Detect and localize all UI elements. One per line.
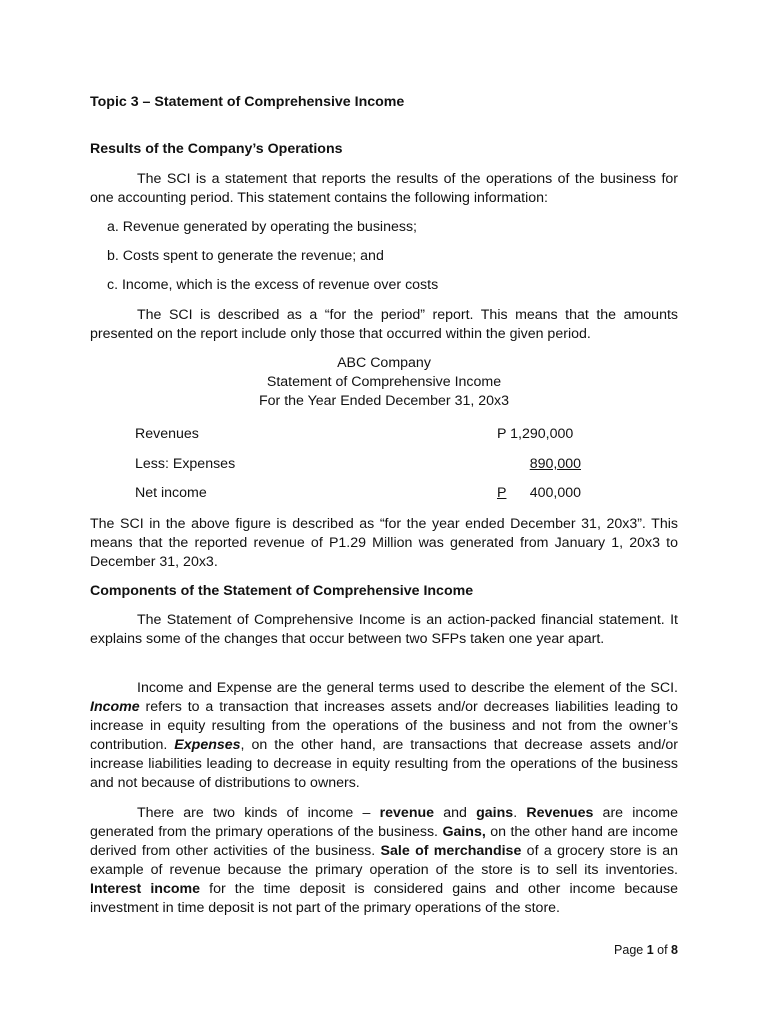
paragraph-for-the-period: The SCI is described as a “for the period” report. This means that the amounts presented on the report include only those that occurred within the given period. (90, 307, 678, 342)
term-revenue: revenue (379, 805, 435, 821)
paragraph-sci-figure: The SCI in the above figure is described as “for the year ended December 31, 20x3”. This means that the reported revenue of P1.29 Million was generated from January 1, 20x3 to December 31, 20x3. (90, 516, 678, 570)
term-revenues: Revenues (526, 805, 594, 821)
statement-row-net-income (497, 485, 581, 501)
term-income: Income (90, 699, 140, 715)
paragraph-kinds-of-income: There are two kinds of income – revenue and gains. Revenues are income generated from the primary operations of the business. Gains, on the other hand are income derived from other activities of the business. Sale of merchandise of a grocery store is an example of revenue because the primary operation of the store is to sell its inventories. Interest income for the time deposit is considered gains and other income because investment in time deposit is not part of the primary operations of the store. (90, 805, 678, 916)
statement-row-label: Net income (135, 485, 207, 501)
document-title: Topic 3 – Statement of Comprehensive Income (90, 94, 405, 110)
page-number: Page 1 of 8 (614, 943, 678, 957)
currency-symbol: P (497, 485, 507, 501)
list-item: a. Revenue generated by operating the business; (107, 219, 417, 235)
paragraph-income-expense: Income and Expense are the general terms used to describe the element of the SCI. Income refers to a transaction that increases assets and/or decreases liabilities leading to increase in equity resulting from the operations of the business and not from the owner’s contribution. Expenses, on the other hand, are transactions that decrease assets and/or increase liabilities leading to decrease in equity resulting from the operations of the business and not because of distributions to owners. (90, 680, 679, 791)
paragraph-action-packed: The Statement of Comprehensive Income is an action-packed financial statement. It explains some of the changes that occur between two SFPs taken one year apart. (90, 612, 678, 647)
section-heading-components: Components of the Statement of Comprehensive Income (90, 583, 474, 599)
statement-name: Statement of Comprehensive Income (266, 374, 502, 390)
term-interest-income: Interest income (90, 881, 201, 897)
statement-row-amount: P 1,290,000 (497, 426, 574, 442)
statement-row-label: Revenues (135, 426, 199, 442)
term-expenses: Expenses (174, 737, 241, 753)
statement-company: ABC Company (337, 355, 431, 371)
list-item: b. Costs spent to generate the revenue; and (107, 248, 384, 264)
statement-row-amount: 890,000 (529, 456, 581, 472)
section-heading-results: Results of the Company’s Operations (90, 141, 343, 157)
statement-row-amount: 400,000 (529, 485, 581, 501)
statement-row-label: Less: Expenses (135, 456, 236, 472)
term-gains: gains (476, 805, 514, 821)
list-item: c. Income, which is the excess of revenue over costs (107, 277, 439, 293)
statement-period: For the Year Ended December 31, 20x3 (258, 393, 510, 409)
paragraph-sci-intro: The SCI is a statement that reports the results of the operations of the business for one accounting period. This statement contains the following information: (90, 171, 678, 206)
term-sale-of-merchandise: Sale of merchandise (380, 843, 522, 859)
term-gains-def: Gains, (442, 824, 486, 840)
